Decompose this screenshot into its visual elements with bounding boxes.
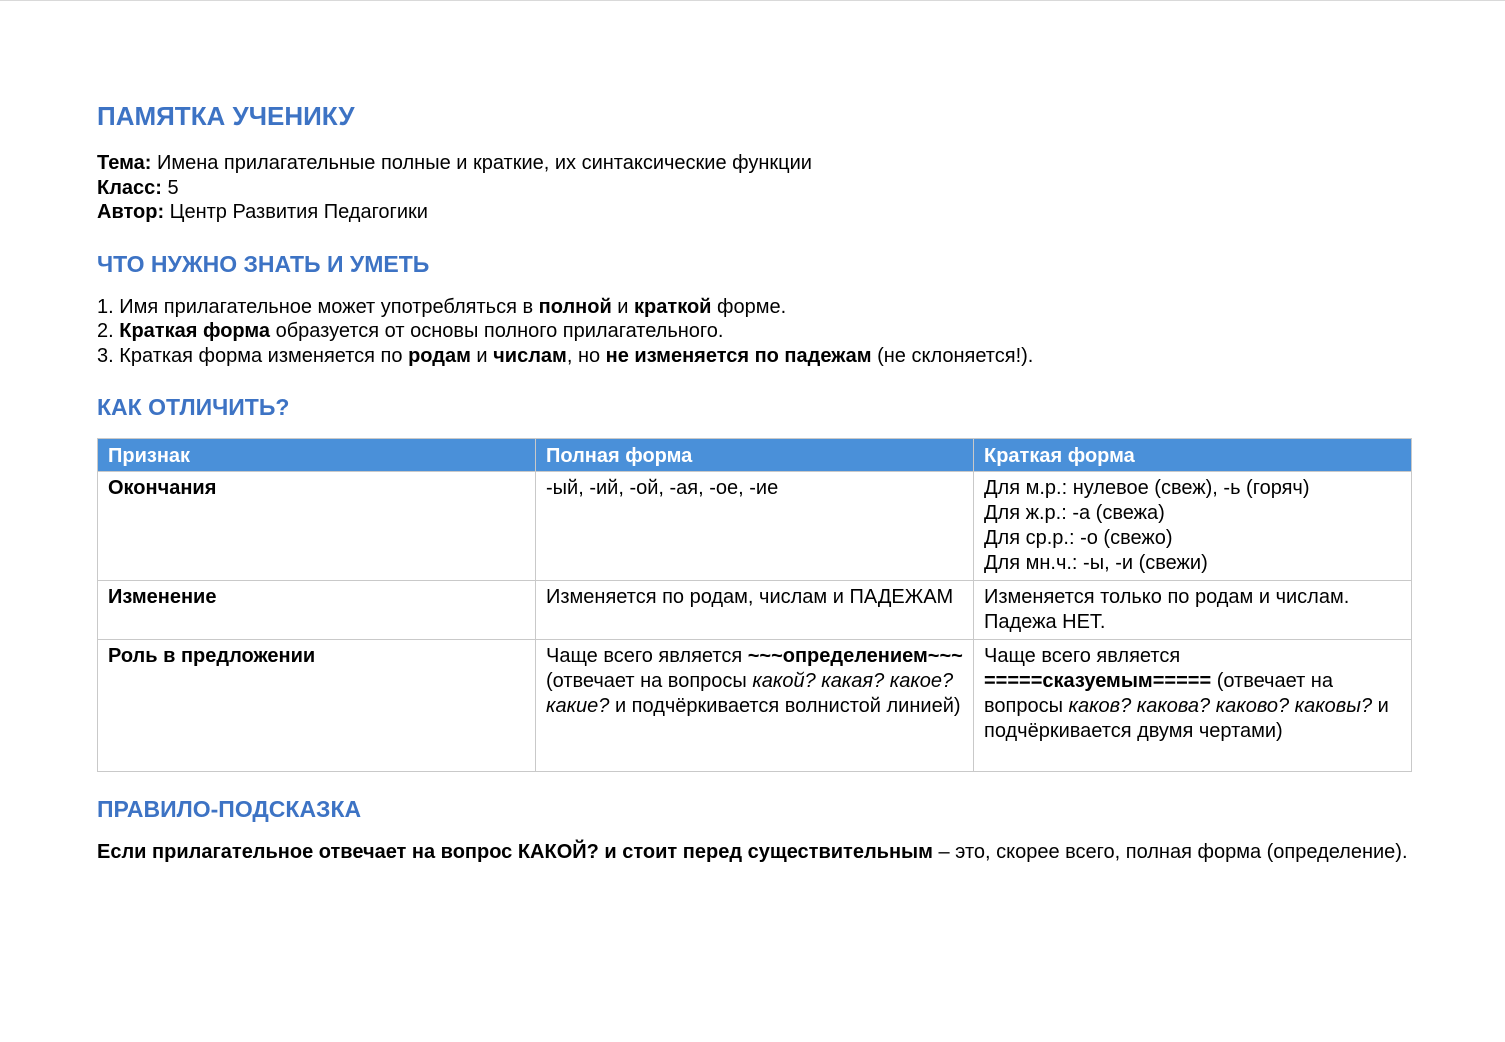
table-cell-short: Изменяется только по родам и числам. Падежа НЕТ. [974,581,1412,640]
know-item-3 [97,344,1410,369]
table-cell-short [974,472,1412,581]
bold-run: ~~~определением~~~ [747,645,963,667]
meta-block [97,151,1410,225]
bold-run: родам [408,344,471,367]
bold-run: не изменяется по падежам [605,344,872,367]
meta-class-value: 5 [161,176,179,199]
short-line: Для м.р.: нулевое (свеж), -ь (горяч) [984,477,1310,499]
table-row [98,581,1412,640]
meta-topic-value: Имена прилагательные полные и краткие, их синтаксические функции [151,152,812,174]
text-run: и [470,344,494,367]
rule-rest: – это, скорее всего, полная форма (определение). [932,841,1408,863]
text-run: (не склоняется!). [871,344,1034,367]
page-title: ПАМЯТКА УЧЕНИКУ [97,101,355,131]
text-run: Чаще всего является [984,645,1181,667]
comparison-table [97,438,1412,772]
table-header-cell: Признак [98,439,536,472]
text-run: 1. Имя прилагательное может употребляться в [97,295,539,318]
section-heading-diff: КАК ОТЛИЧИТЬ? [97,394,290,420]
know-item-1 [97,295,1410,320]
table-row [98,472,1412,581]
know-list [97,295,1410,369]
bold-run: =====сказуемым===== [984,670,1212,692]
bold-run: числам [493,344,567,367]
table-cell-short [974,640,1412,772]
table-cell-full [536,640,974,772]
table-cell-label: Окончания [98,472,536,581]
table-header-cell: Полная форма [536,439,974,472]
meta-author-value: Центр Развития Педагогики [164,201,428,223]
rule-paragraph [97,840,1410,865]
rule-bold: Если прилагательное отвечает на вопрос КАКОЙ? и стоит перед существительным [97,841,933,863]
italic-run: какой? какая? какое? какие? [546,670,954,717]
know-item-2 [97,319,1410,344]
text-run: (отвечает на вопросы [546,670,753,692]
meta-class-label: Класс: [97,176,162,199]
bold-run: краткой [634,295,712,318]
short-line: Для ср.р.: -о (свежо) [984,527,1173,549]
table-cell-label: Роль в предложении [98,640,536,772]
bold-run: полной [538,295,612,318]
section-heading-rule: ПРАВИЛО-ПОДСКАЗКА [97,796,362,822]
table-cell-full: -ый, -ий, -ой, -ая, -ое, -ие [536,472,974,581]
short-line: Для ж.р.: -а (свежа) [984,502,1165,524]
table-header-cell: Краткая форма [974,439,1412,472]
table-row [98,640,1412,772]
short-line: Для мн.ч.: -ы, -и (свежи) [984,552,1208,574]
meta-class [97,176,1410,201]
text-run: (отвечает на вопросы [984,670,1333,717]
table-cell-label: Изменение [98,581,536,640]
meta-topic [97,151,1410,176]
meta-author-label: Автор: [97,201,165,223]
text-run: и [611,295,635,318]
table-header-row [98,439,1412,472]
text-run: 2. [97,320,120,342]
text-run: Чаще всего является [546,645,748,667]
text-run: форме. [711,295,787,318]
meta-author [97,200,1410,225]
table-cell-full: Изменяется по родам, числам и ПАДЕЖАМ [536,581,974,640]
italic-run: каков? какова? каково? каковы? [1068,695,1373,717]
text-run: и подчёркивается двумя чертами) [984,695,1389,742]
text-run: образуется от основы полного прилагательного. [270,320,724,342]
text-run: 3. Краткая форма изменяется по [97,344,409,367]
text-run: , но [566,344,606,367]
text-run: и подчёркивается волнистой линией) [609,695,961,717]
bold-run: Краткая форма [119,320,271,342]
meta-topic-label: Тема: [97,152,152,174]
section-heading-know: ЧТО НУЖНО ЗНАТЬ И УМЕТЬ [97,250,430,277]
